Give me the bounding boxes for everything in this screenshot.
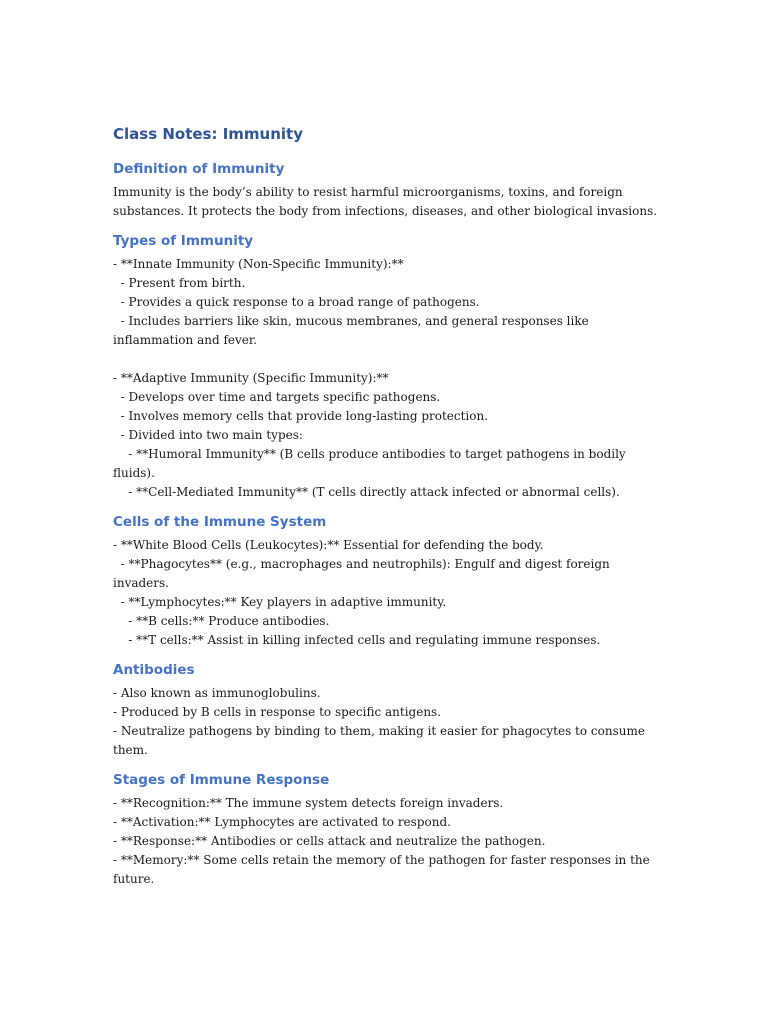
- section-heading: Stages of Immune Response: [113, 772, 330, 788]
- list-item: - Provides a quick response to a broad range of pathogens.: [113, 295, 480, 309]
- list-item: - **Lymphocytes:** Key players in adaptive immunity.: [113, 595, 447, 609]
- list-item: - **Phagocytes** (e.g., macrophages and neutrophils): Engulf and digest foreign invaders.: [113, 557, 614, 590]
- list-item: - **Memory:** Some cells retain the memory of the pathogen for faster responses in the future.: [113, 853, 654, 886]
- section-heading: Types of Immunity: [113, 233, 254, 249]
- list-item: - **T cells:** Assist in killing infected cells and regulating immune responses.: [113, 633, 601, 647]
- list-item: - **Activation:** Lymphocytes are activated to respond.: [113, 815, 451, 829]
- section-cells: [113, 513, 658, 650]
- list-item: - Neutralize pathogens by binding to them, making it easier for phagocytes to consume them.: [113, 724, 649, 757]
- section-antibodies: [113, 661, 658, 760]
- section-definition: [113, 160, 658, 221]
- list-item: - **Cell-Mediated Immunity** (T cells directly attack infected or abnormal cells).: [113, 485, 620, 499]
- section-stages: [113, 771, 658, 889]
- list-item: - **Response:** Antibodies or cells attack and neutralize the pathogen.: [113, 834, 546, 848]
- document-body: [113, 124, 658, 900]
- section-types: [113, 232, 658, 502]
- section-heading: Antibodies: [113, 662, 195, 678]
- list-item: - **Adaptive Immunity (Specific Immunity):**: [113, 371, 389, 385]
- list-item: - Involves memory cells that provide long-lasting protection.: [113, 409, 489, 423]
- section-heading: Definition of Immunity: [113, 161, 285, 177]
- list-item: - Produced by B cells in response to specific antigens.: [113, 705, 442, 719]
- document-title: Class Notes: Immunity: [113, 125, 303, 143]
- list-item: - Includes barriers like skin, mucous membranes, and general responses like inflammation and fever.: [113, 314, 593, 347]
- list-item: - **Innate Immunity (Non-Specific Immunity):**: [113, 257, 404, 271]
- list-item: - Also known as immunoglobulins.: [113, 686, 321, 700]
- section-heading: Cells of the Immune System: [113, 514, 327, 530]
- list-item: - Divided into two main types:: [113, 428, 303, 442]
- list-item: - Develops over time and targets specific pathogens.: [113, 390, 441, 404]
- list-item: - **White Blood Cells (Leukocytes):** Essential for defending the body.: [113, 538, 544, 552]
- paragraph: Immunity is the body’s ability to resist harmful microorganisms, toxins, and foreign substances. It protects the body from infections, diseases, and other biological invasions.: [113, 185, 658, 218]
- list-item: - **Recognition:** The immune system detects foreign invaders.: [113, 796, 504, 810]
- list-item: - **Humoral Immunity** (B cells produce antibodies to target pathogens in bodily fluids).: [113, 447, 630, 480]
- blank-line: [113, 350, 658, 369]
- list-item: - Present from birth.: [113, 276, 246, 290]
- list-item: - **B cells:** Produce antibodies.: [113, 614, 330, 628]
